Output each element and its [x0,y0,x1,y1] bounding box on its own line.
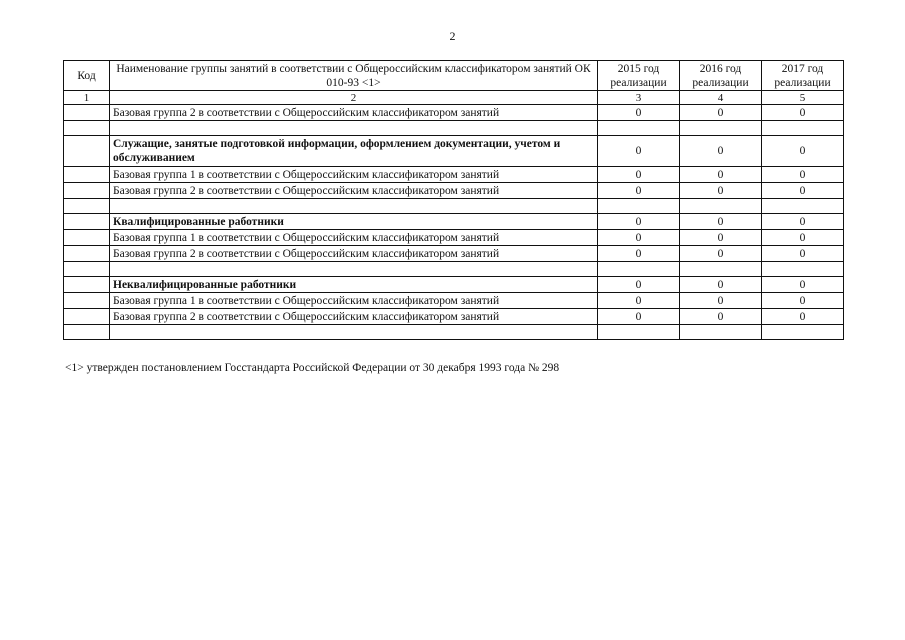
row-value-2017: 0 [762,167,844,183]
table-row-empty [64,262,844,277]
table-row [64,183,844,199]
row-value-2015: 0 [598,246,680,262]
row-value-2016: 0 [680,309,762,325]
row-value-2015: 0 [598,230,680,246]
table-row [64,246,844,262]
row-group-name [110,262,598,277]
row-value-2017 [762,262,844,277]
column-number: 2 [110,91,598,105]
row-group-name [110,199,598,214]
row-value-2017: 0 [762,183,844,199]
table-row [64,293,844,309]
row-value-2015 [598,199,680,214]
table-row-section-heading [64,136,844,167]
row-code-cell [64,214,110,230]
row-value-2015: 0 [598,136,680,167]
row-value-2016: 0 [680,167,762,183]
row-value-2017: 0 [762,136,844,167]
row-code-cell [64,262,110,277]
row-value-2015: 0 [598,214,680,230]
row-value-2016 [680,199,762,214]
row-code-cell [64,121,110,136]
page-number: 2 [449,29,456,43]
row-group-name [110,121,598,136]
row-value-2016: 0 [680,230,762,246]
table-header-row [64,61,844,91]
header-2016: 2016 год реализации [680,61,762,91]
row-value-2015: 0 [598,105,680,121]
row-value-2017: 0 [762,293,844,309]
row-value-2015 [598,262,680,277]
row-group-name: Базовая группа 2 в соответствии с Общероссийским классификатором занятий [110,246,598,262]
row-code-cell [64,167,110,183]
row-value-2017: 0 [762,246,844,262]
row-value-2016: 0 [680,293,762,309]
row-value-2015: 0 [598,309,680,325]
row-group-name: Базовая группа 2 в соответствии с Общероссийским классификатором занятий [110,105,598,121]
footnote: <1> утвержден постановлением Госстандарта Российской Федерации от 30 декабря 1993 года № 298 [65,362,560,374]
row-value-2017 [762,121,844,136]
row-code-cell [64,230,110,246]
row-code-cell [64,293,110,309]
row-group-name: Квалифицированные работники [110,214,598,230]
row-value-2015: 0 [598,293,680,309]
row-value-2016: 0 [680,277,762,293]
row-value-2016 [680,262,762,277]
row-value-2017: 0 [762,214,844,230]
row-value-2016: 0 [680,105,762,121]
column-number: 1 [64,91,110,105]
row-value-2017: 0 [762,230,844,246]
table-row [64,309,844,325]
row-group-name: Базовая группа 1 в соответствии с Общероссийским классификатором занятий [110,230,598,246]
row-value-2016: 0 [680,136,762,167]
row-value-2015 [598,121,680,136]
row-value-2017 [762,325,844,340]
table-row-section-heading [64,214,844,230]
header-code: Код [64,61,110,91]
column-number-row [64,91,844,105]
table-row [64,230,844,246]
row-code-cell [64,183,110,199]
row-value-2015: 0 [598,277,680,293]
row-group-name: Служащие, занятые подготовкой информации, оформлением документации, учетом и обслуживанием [110,136,598,167]
row-group-name: Базовая группа 1 в соответствии с Общероссийским классификатором занятий [110,167,598,183]
table-row [64,105,844,121]
row-value-2016: 0 [680,214,762,230]
table-row [64,167,844,183]
row-code-cell [64,199,110,214]
row-group-name: Базовая группа 1 в соответствии с Общероссийским классификатором занятий [110,293,598,309]
row-group-name: Неквалифицированные работники [110,277,598,293]
table-row-empty [64,325,844,340]
row-value-2017: 0 [762,309,844,325]
row-group-name [110,325,598,340]
row-value-2015: 0 [598,183,680,199]
row-value-2015 [598,325,680,340]
row-value-2016: 0 [680,183,762,199]
row-group-name: Базовая группа 2 в соответствии с Общероссийским классификатором занятий [110,183,598,199]
row-code-cell [64,246,110,262]
row-code-cell [64,309,110,325]
row-code-cell [64,136,110,167]
header-2015: 2015 год реализации [598,61,680,91]
row-value-2017 [762,199,844,214]
row-value-2016 [680,325,762,340]
row-value-2016 [680,121,762,136]
row-code-cell [64,105,110,121]
row-code-cell [64,325,110,340]
row-value-2017: 0 [762,105,844,121]
table-row-section-heading [64,277,844,293]
column-number: 3 [598,91,680,105]
row-value-2016: 0 [680,246,762,262]
column-number: 5 [762,91,844,105]
table-row-empty [64,121,844,136]
column-number: 4 [680,91,762,105]
row-code-cell [64,277,110,293]
header-2017: 2017 год реализации [762,61,844,91]
table-row-empty [64,199,844,214]
header-group-name: Наименование группы занятий в соответствии с Общероссийским классификатором занятий ОК 010-93 <1> [110,61,598,91]
occupation-groups-table [63,60,844,340]
row-value-2017: 0 [762,277,844,293]
row-value-2015: 0 [598,167,680,183]
row-group-name: Базовая группа 2 в соответствии с Общероссийским классификатором занятий [110,309,598,325]
